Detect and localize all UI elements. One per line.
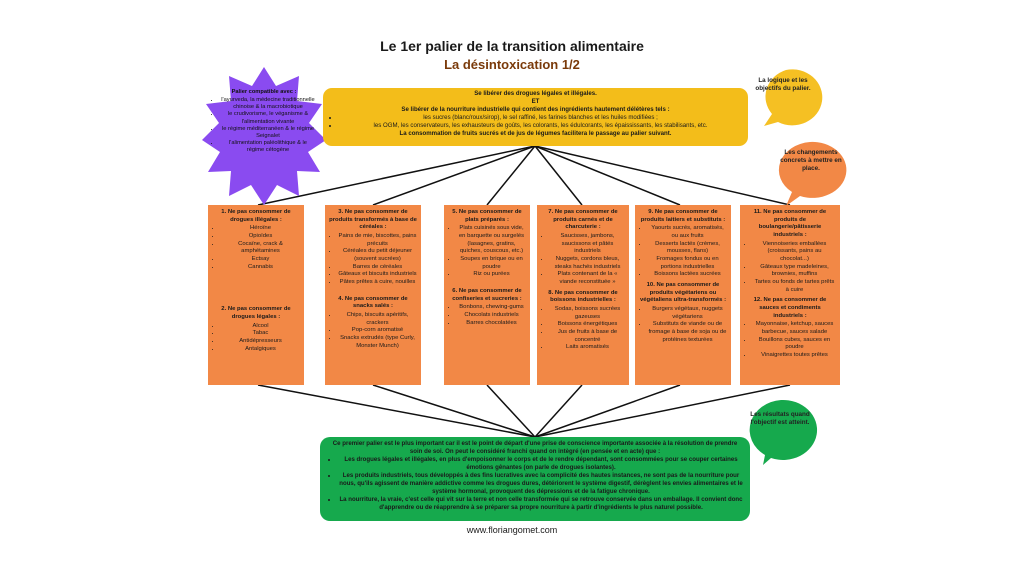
category-item: • Cannabis (221, 264, 300, 272)
category-item: • Sodas, boissons sucrées gazeuses (550, 306, 625, 321)
category-item: • Antidépresseurs (221, 338, 300, 346)
website-url: www.floriangomet.com (466, 525, 558, 535)
goal-box (323, 88, 748, 146)
category-item: • Barres chocolatées (457, 320, 526, 328)
category-item: • Yaourts sucrés, aromatisés, ou aux fruits (648, 225, 727, 240)
category-item: • Plats contenant de la « viande reconstituée » (550, 271, 625, 286)
category-heading: 2. Ne pas consommer de drogues légales : (221, 306, 291, 321)
category-item: • Soupes en brique ou en poudre (457, 256, 526, 271)
category-column-1 (208, 205, 304, 385)
star-item: • le crudivorisme, le véganisme & l'alimentation vivante (220, 111, 316, 125)
goal-item: • les OGM, les conservateurs, les exhausteurs de goûts, les colorants, les édulcorants, les épaississants, les stabilisants, etc. (339, 122, 742, 130)
category-column-2 (325, 205, 421, 385)
category-item: • Laits aromatisés (550, 344, 625, 352)
goal-item: • les sucres (blanc/roux/sirop), le sel raffiné, les farines blanches et les huiles modifiées ; (339, 114, 742, 122)
category-item: • Plats cuisinés sous vide, en barquette ou surgelés (lasagnes, gratins, quiches, couscous, etc.) (457, 225, 526, 256)
logic-bubble-text: La logique et les objectifs du palier. (755, 77, 811, 93)
results-item: • Les produits industriels, tous développés à des fins lucratives avec la complicité des hautes instances, ne sont pas de la nourriture pour nous, qu'ils agissent de manière addictive comme les drogues dures, détériorent le système digestif, dérèglent les envies alimentaires et le système hormonal, provoquent des dépressions et de la fatigue chronique. (338, 472, 744, 496)
page-title: Le 1er palier de la transition alimentaire (380, 38, 644, 54)
category-item: • Ectsay (221, 256, 300, 264)
goal-line: Se libérer de la nourriture industrielle qui contient des ingrédients hautement délétères tels : (401, 105, 670, 113)
goal-line: La consommation de fruits sucrés et de jus de légumes facilitera le passage au palier suivant. (399, 129, 672, 137)
category-column-6 (740, 205, 840, 385)
category-heading: 10. Ne pas consommer de produits végétariens ou végétaliens ultra-transformés : (639, 282, 727, 304)
category-item: • Vinaigrettes toutes prêtes (753, 352, 836, 360)
category-item: • Gâteaux et biscuits industriels (338, 271, 417, 279)
category-item: • Tabac (221, 330, 300, 338)
category-item: • Gâteaux type madeleines, brownies, muffins (753, 264, 836, 279)
category-item: • Desserts lactés (crèmes, mousses, flans) (648, 241, 727, 256)
category-item: • Jus de fruits à base de concentré (550, 329, 625, 344)
category-column-5 (635, 205, 731, 385)
star-item: • l'alimentation paléolithique & le régime cétogène (220, 140, 316, 154)
category-heading: 4. Ne pas consommer de snacks salés : (338, 295, 408, 310)
results-box (320, 437, 750, 521)
results-bubble-text: Les résultats quand l'objectif est atteint. (750, 411, 810, 427)
category-column-3 (444, 205, 530, 385)
category-heading: 9. Ne pas consommer de produits laitiers et substituts : (640, 209, 726, 223)
connector-top-6 (535, 146, 790, 205)
connector-bottom-5 (535, 385, 680, 437)
category-heading: 6. Ne pas consommer de confiseries et sucreries : (452, 288, 522, 302)
results-intro: Ce premier palier est le plus important car il est le point de départ d'une prise de conscience importante associée à la résolution de prendre soin de soi. On peut le considéré franchi quand on intègré (en pensée et en acte) que : (332, 440, 738, 456)
compatibility-star-text (212, 89, 316, 154)
category-item: • Viennoiseries emballées (croissants, pains au chocolat...) (753, 241, 836, 264)
category-heading: 11. Ne pas consommer de produits de boulangerie/pâtisserie industriels : (753, 209, 827, 239)
connector-top-5 (535, 146, 680, 205)
goal-line: ET (531, 97, 540, 105)
category-item: • Tartes ou fonds de tartes prêts à cuire (753, 279, 836, 294)
category-item: • Opioïdes (221, 233, 300, 241)
category-item: • Barres de céréales (338, 264, 417, 272)
category-heading: 7. Ne pas consommer de produits carnés et de charcuterie : (548, 209, 618, 231)
category-item: • Bouillons cubes, sauces en poudre (753, 337, 836, 352)
category-item: • Chips, biscuits apéritifs, crackers (338, 312, 417, 327)
results-item: • La nourriture, la vraie, c'est celle qui vit sur la terre et non celle transformée qui se retrouve conservée dans un emballage. Il convient donc d'apprendre ou de réapprendre à se préparer sa propre nourriture à partir d'ingrédients le plus naturel possible. (338, 496, 744, 512)
category-item: • Pâtes prêtes à cuire, nouilles (338, 279, 417, 287)
category-item: • Boissons lactées sucrées (648, 271, 727, 279)
category-item: • Héroïne (221, 225, 300, 233)
category-item: • Burgers végétaux, nuggets végétariens (648, 306, 727, 321)
goal-line: Se libérer des drogues légales et illégales. (474, 90, 597, 97)
category-item: • Céréales du petit déjeuner (souvent sucrées) (338, 248, 417, 263)
category-item: • Alcool (221, 323, 300, 331)
category-heading: 1. Ne pas consommer de drogues illégales : (221, 209, 291, 223)
category-item: • Saucisses, jambons, saucissons et pâtés industriels (550, 233, 625, 256)
category-item: • Fromages fondus ou en portions industrielles (648, 256, 727, 271)
category-item: • Cocaïne, crack & amphétamines (221, 241, 300, 256)
category-item: • Riz ou purées (457, 271, 526, 279)
category-item: • Mayonnaise, ketchup, sauces barbecue, sauces salade (753, 321, 836, 336)
category-item: • Pains de mie, biscottes, pains précuits (338, 233, 417, 248)
category-item: • Nuggets, cordons bleus, steaks hachés industriels (550, 256, 625, 271)
category-item: • Pop-corn aromatisé (338, 327, 417, 335)
category-heading: 3. Ne pas consommer de produits transformés à base de céréales : (329, 209, 417, 231)
page-subtitle: La désintoxication 1/2 (444, 57, 580, 72)
category-item: • Boissons énergétiques (550, 321, 625, 329)
category-item: • Bonbons, chewing-gums (457, 304, 526, 312)
category-heading: 8. Ne pas consommer de boissons industrielles : (548, 289, 618, 304)
results-item: • Les drogues légales et illégales, en plus d'empoisonner le corps et de le rendre dépendant, sont consommées pour se couper certaines émotions gênantes (on parle de drogues isolantes). (338, 456, 744, 472)
category-item: • Antalgiques (221, 346, 300, 354)
results-bubble-shape (750, 400, 817, 465)
category-item: • Substituts de viande ou de fromage à base de soja ou de protéines texturées (648, 321, 727, 344)
category-item: • Chocolats industriels (457, 312, 526, 320)
star-heading: Palier compatible avec : (231, 89, 297, 95)
category-heading: 12. Ne pas consommer de sauces et condiments industriels : (753, 297, 827, 319)
category-column-4 (537, 205, 629, 385)
star-item: • l'ayurveda, la médecine traditionnelle chinoise & la macrobiotique (220, 97, 316, 111)
star-item: • le régime méditerranéen & le régime Seignalet (220, 126, 316, 140)
category-heading: 5. Ne pas consommer de plats préparés : (452, 209, 522, 223)
category-item: • Snacks extrudés (type Curly, Monster Munch) (338, 335, 417, 350)
changes-bubble-text: Les changements concrets à mettre en place. (780, 149, 842, 173)
